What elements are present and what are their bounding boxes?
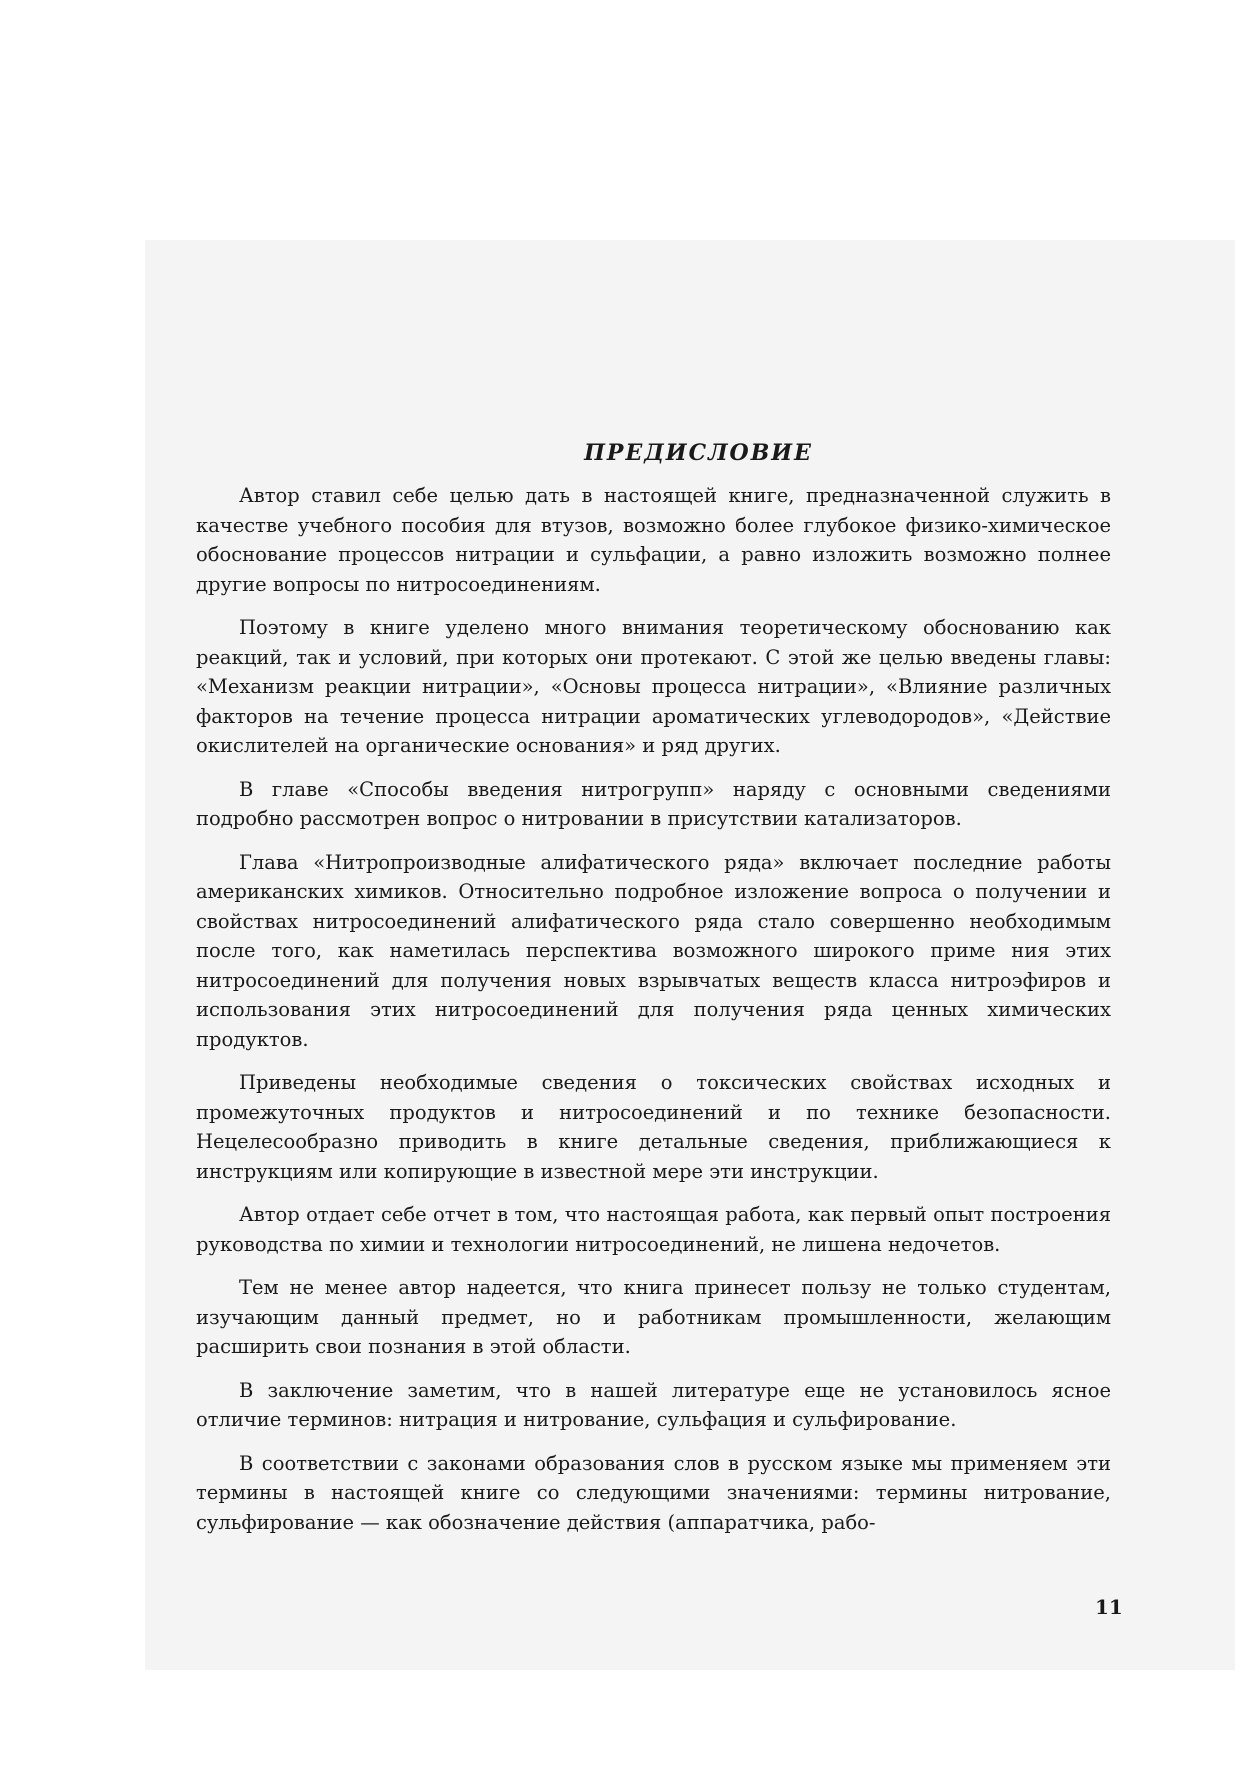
page-title: ПРЕДИСЛОВИЕ: [584, 440, 813, 466]
paragraph-2: Поэтому в книге уделено много внимания теоретическому обоснованию как реакций, так и условий, при которых они протекают. С этой же целью введены главы: «Механизм реакции нитрации», «Основы процесса нитрации», «Влияние различных факторов на течение процесса нитрации ароматических углеводородов», «Действие окислителей на органические основания» и ряд других.: [196, 616, 1111, 757]
paragraph-5: Приведены необходимые сведения о токсических свойствах исходных и промежуточных продуктов и нитросоединений и по технике безопасности. Нецелесообразно приводить в книге детальные сведения, приближающиеся к инструкциям или копирующие в известной мере эти инструкции.: [196, 1071, 1111, 1183]
paragraph-1: Автор ставил себе целью дать в настоящей книге, предназначенной служить в качестве учебного пособия для втузов, возможно более глубокое физико-химическое обоснование процессов нитрации и сульфации, а равно изложить возможно полнее другие вопросы по нитросоединениям.: [196, 484, 1111, 596]
paragraph-9: В соответствии с законами образования слов в русском языке мы применяем эти термины в настоящей книге со следующими значениями: термины нитрование, сульфирование — как обозначение действия (аппаратчика, рабо-: [196, 1451, 1111, 1534]
paragraph-6: Автор отдает себе отчет в том, что настоящая работа, как первый опыт построения руководства по химии и технологии нитросоединений, не лишена недочетов.: [196, 1203, 1111, 1256]
paragraph-3: В главе «Способы введения нитрогрупп» наряду с основными сведениями подробно рассмотрен вопрос о нитровании в присутствии катализаторов.: [196, 777, 1111, 830]
paragraph-8: В заключение заметим, что в нашей литературе еще не установилось ясное отличие терминов: нитрация и нитрование, сульфация и сульфирование.: [196, 1378, 1111, 1431]
paragraph-4: Глава «Нитропроизводные алифатического ряда» включает последние работы американских химиков. Относительно подробное изложение вопроса о получении и свойствах нитросоединений алифатического ряда стало совершенно необходимым после того, как наметилась перспектива возможного широкого приме ния этих нитросоединений для получения новых взрывчатых веществ класса нитроэфиров и использования этих нитросоединений для получения ряда ценных химических продуктов.: [196, 850, 1111, 1051]
page-body: [196, 440, 1111, 1551]
page-number: 11: [1095, 1595, 1123, 1619]
paragraph-7: Тем не менее автор надеется, что книга принесет пользу не только студентам, изучающим данный предмет, но и работникам промышленности, желающим расширить свои познания в этой области.: [196, 1276, 1111, 1358]
